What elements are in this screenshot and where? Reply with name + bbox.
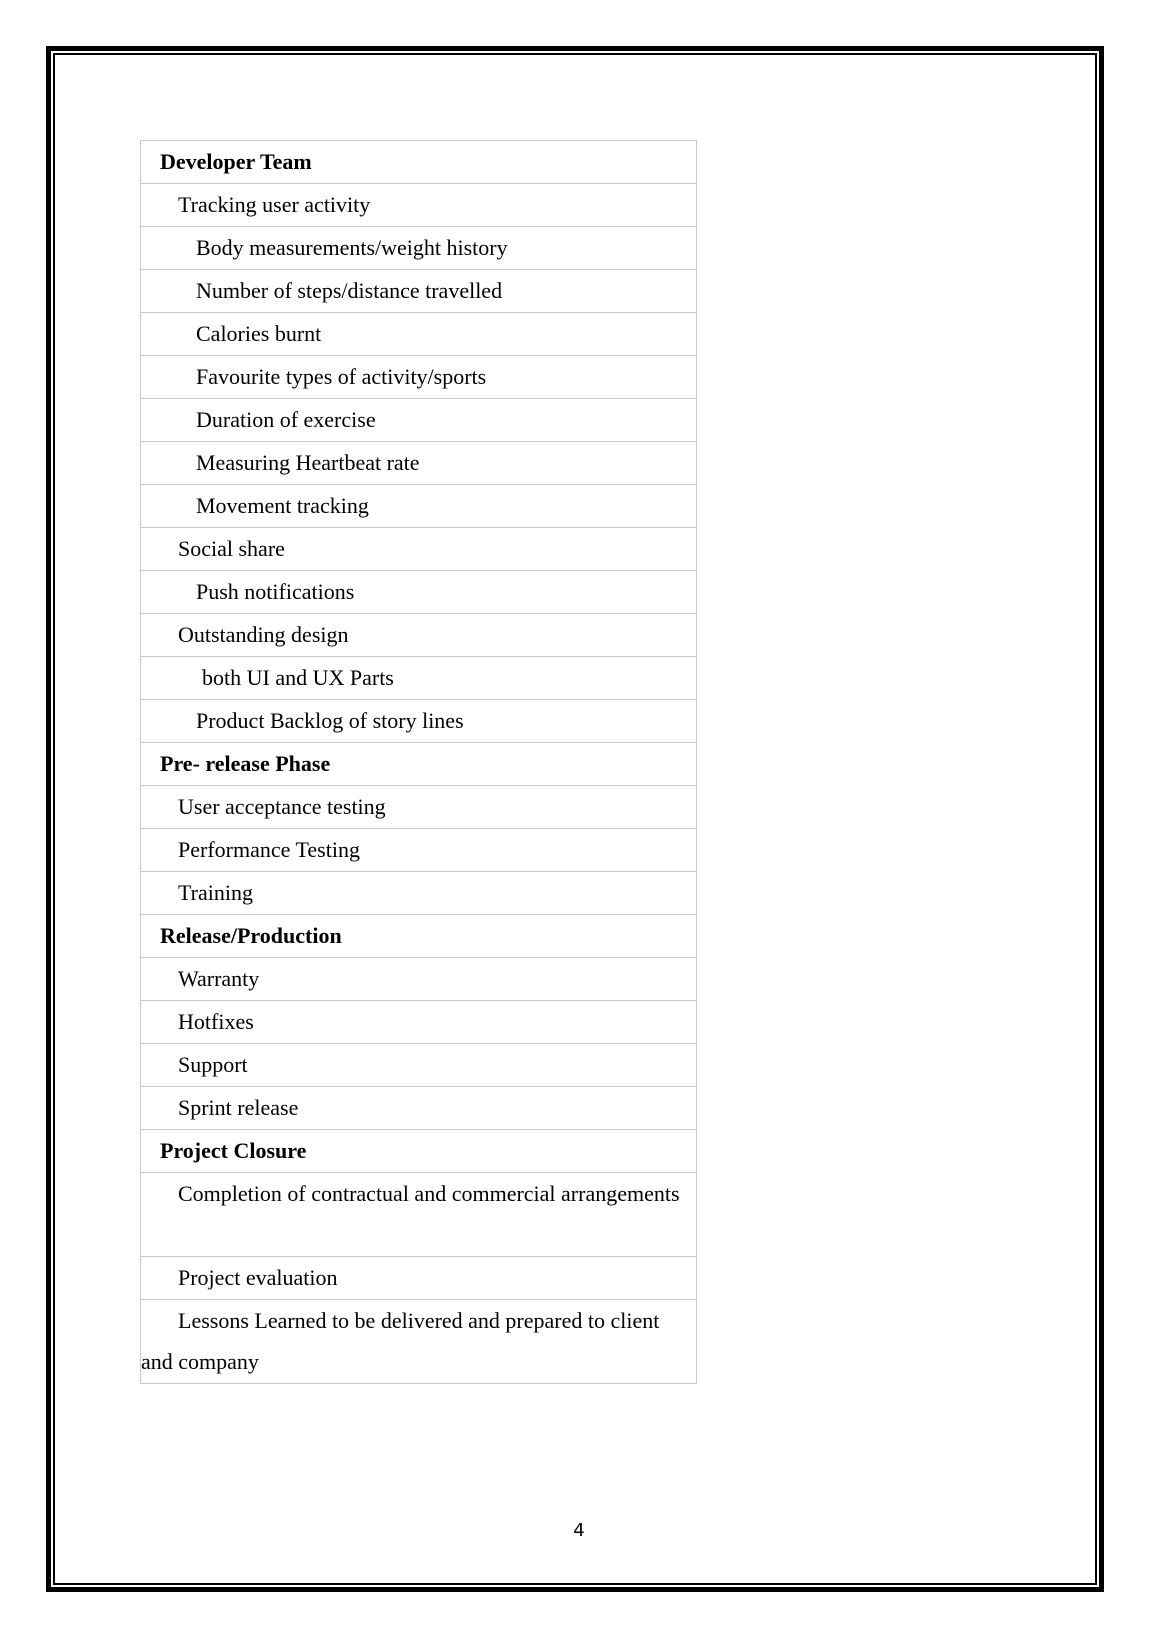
table-row xyxy=(141,872,697,915)
table-cell xyxy=(141,399,697,442)
table-row xyxy=(141,700,697,743)
task-item: Hotfixes xyxy=(178,1009,254,1034)
table-cell xyxy=(141,227,697,270)
page-number: 4 xyxy=(573,1520,585,1541)
task-item: Training xyxy=(178,880,253,905)
table-cell xyxy=(141,1130,697,1173)
task-item: Performance Testing xyxy=(178,837,360,862)
table-row xyxy=(141,958,697,1001)
table-row xyxy=(141,528,697,571)
subtask-item: Measuring Heartbeat rate xyxy=(196,450,420,475)
table-row xyxy=(141,1130,697,1173)
table-cell xyxy=(141,270,697,313)
table-cell xyxy=(141,1173,697,1257)
table-row xyxy=(141,1044,697,1087)
table-cell xyxy=(141,1257,697,1300)
section-heading: Pre- release Phase xyxy=(160,751,331,776)
table-row xyxy=(141,184,697,227)
table-cell xyxy=(141,614,697,657)
table-cell xyxy=(141,829,697,872)
table-row xyxy=(141,485,697,528)
table-row xyxy=(141,313,697,356)
table-cell xyxy=(141,1300,697,1384)
subtask-item: Favourite types of activity/sports xyxy=(196,364,487,389)
table-row xyxy=(141,829,697,872)
subtask-item: Movement tracking xyxy=(196,493,369,518)
table-cell xyxy=(141,528,697,571)
task-item: Social share xyxy=(178,536,285,561)
table-cell xyxy=(141,915,697,958)
table-cell xyxy=(141,356,697,399)
table-row xyxy=(141,743,697,786)
table-cell xyxy=(141,1044,697,1087)
subtask-item: Calories burnt xyxy=(196,321,322,346)
subtask-item: Product Backlog of story lines xyxy=(196,708,464,733)
subtask-item: Number of steps/distance travelled xyxy=(196,278,503,303)
table-cell xyxy=(141,313,697,356)
table-row xyxy=(141,571,697,614)
section-heading: Developer Team xyxy=(160,149,312,174)
task-item: Completion of contractual and commercial arrangements xyxy=(178,1181,680,1206)
section-heading: Project Closure xyxy=(160,1138,307,1163)
table-row xyxy=(141,141,697,184)
task-item: Project evaluation xyxy=(178,1265,338,1290)
table-row xyxy=(141,227,697,270)
table-cell xyxy=(141,442,697,485)
table-row xyxy=(141,614,697,657)
task-item: Lessons Learned to be delivered and prepared to client and company xyxy=(141,1308,660,1374)
table-cell xyxy=(141,485,697,528)
subtask-item: both UI and UX Parts xyxy=(202,665,394,690)
table-row xyxy=(141,915,697,958)
subtask-item: Body measurements/weight history xyxy=(196,235,508,260)
task-item: Sprint release xyxy=(178,1095,299,1120)
table-cell xyxy=(141,743,697,786)
task-item: User acceptance testing xyxy=(178,794,386,819)
table-cell xyxy=(141,1001,697,1044)
section-heading: Release/Production xyxy=(160,923,342,948)
table-row xyxy=(141,786,697,829)
task-item: Outstanding design xyxy=(178,622,349,647)
work-breakdown-table xyxy=(140,140,697,1384)
table-row xyxy=(141,356,697,399)
table-cell xyxy=(141,958,697,1001)
table-cell xyxy=(141,872,697,915)
table-row xyxy=(141,399,697,442)
table-row xyxy=(141,1087,697,1130)
table-cell xyxy=(141,141,697,184)
table-row xyxy=(141,657,697,700)
table-cell xyxy=(141,786,697,829)
table-row xyxy=(141,1257,697,1300)
table-row xyxy=(141,1001,697,1044)
table-cell xyxy=(141,1087,697,1130)
table-cell xyxy=(141,571,697,614)
table-row xyxy=(141,1300,697,1384)
table-cell xyxy=(141,657,697,700)
task-item: Support xyxy=(178,1052,248,1077)
table-cell xyxy=(141,700,697,743)
task-item: Tracking user activity xyxy=(178,192,371,217)
table-row xyxy=(141,270,697,313)
table-row xyxy=(141,442,697,485)
subtask-item: Push notifications xyxy=(196,579,355,604)
subtask-item: Duration of exercise xyxy=(196,407,376,432)
task-item: Warranty xyxy=(178,966,260,991)
table-row xyxy=(141,1173,697,1257)
table-cell xyxy=(141,184,697,227)
